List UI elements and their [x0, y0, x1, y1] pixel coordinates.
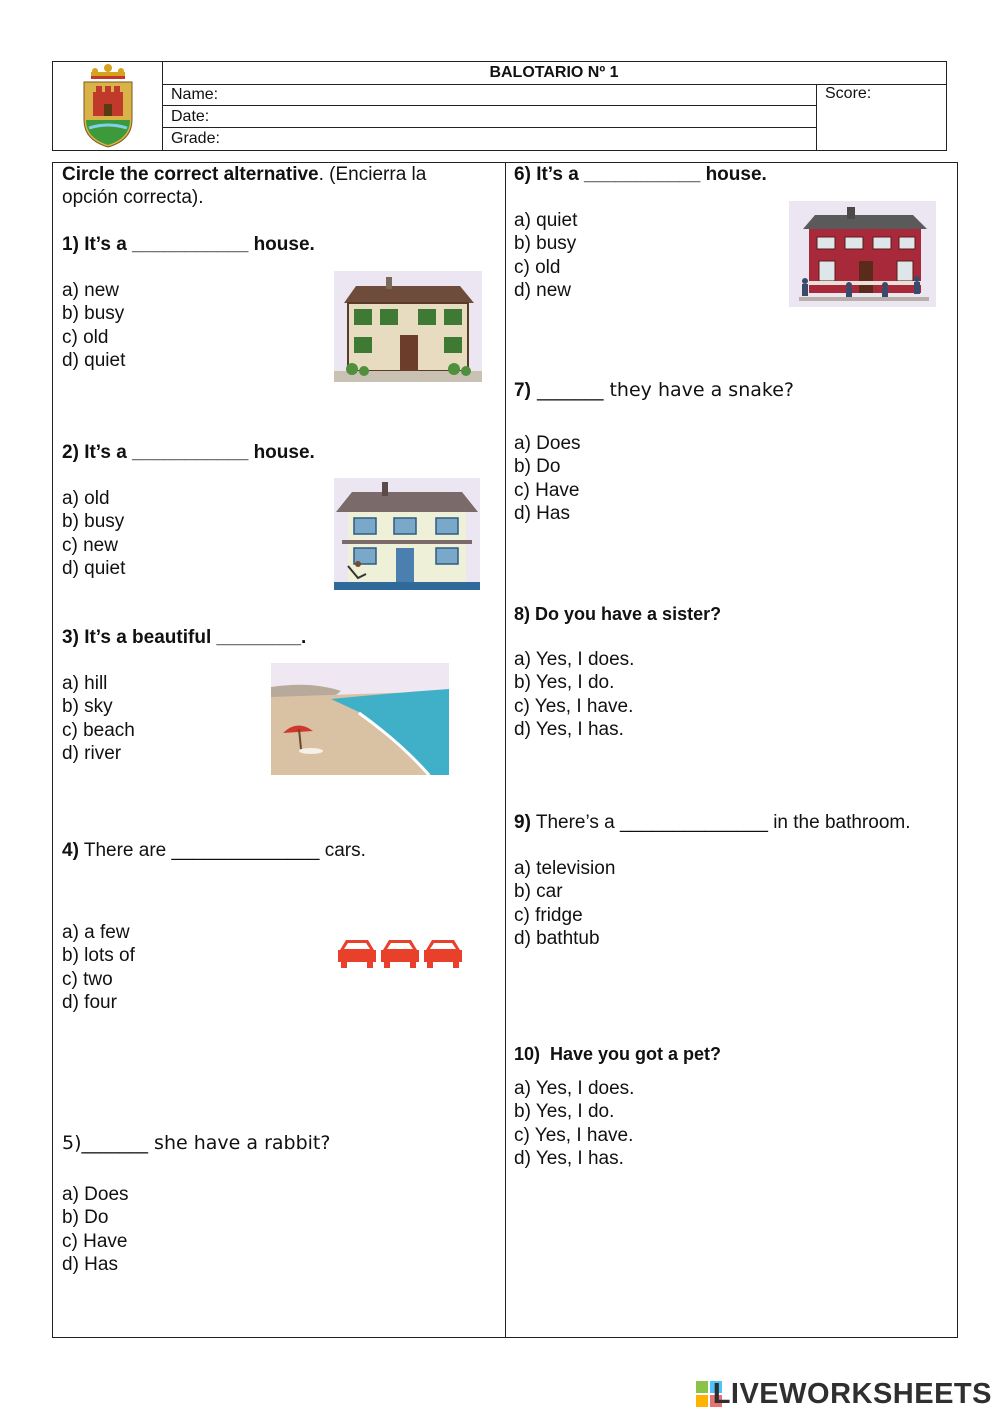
old-house-illustration	[334, 271, 482, 382]
new-house-illustration	[334, 478, 480, 590]
option[interactable]: a) a few	[62, 922, 130, 943]
question-4-options	[62, 921, 135, 1014]
option[interactable]: a) television	[514, 858, 616, 879]
question-7-options	[514, 432, 581, 525]
question-4: 4) There are ______________ cars.	[62, 840, 366, 861]
option[interactable]: d) four	[62, 991, 117, 1013]
option[interactable]: b) Do	[514, 456, 561, 478]
option[interactable]: a) quiet	[514, 210, 578, 231]
question-10: 10) Have you got a pet?	[514, 1044, 722, 1064]
option[interactable]: d) Yes, I has.	[514, 1147, 624, 1169]
option[interactable]: d) river	[62, 742, 122, 764]
option[interactable]: b) Yes, I do.	[514, 672, 615, 694]
option[interactable]: b) busy	[62, 511, 125, 533]
question-2: 2) It’s a ___________ house.	[62, 442, 315, 463]
option[interactable]: d) Has	[514, 502, 570, 524]
question-6-options	[514, 209, 577, 302]
score-field[interactable]: Score:	[816, 84, 946, 150]
option[interactable]: d) Yes, I has.	[514, 718, 624, 740]
instructions-rest: . (Encierra la	[318, 164, 427, 185]
question-7: 7) _______ they have a snake?	[514, 379, 794, 401]
option[interactable]: c) old	[62, 326, 109, 348]
option[interactable]: a) Does	[62, 1184, 129, 1205]
option[interactable]: d) quiet	[62, 349, 126, 371]
beach-illustration	[271, 663, 449, 775]
option[interactable]: a) hill	[62, 673, 108, 694]
option[interactable]: d) quiet	[62, 557, 126, 579]
question-8: 8) Do you have a sister?	[514, 604, 722, 624]
option[interactable]: a) Yes, I does.	[514, 649, 635, 670]
header-table	[52, 61, 947, 151]
option[interactable]: d) new	[514, 279, 572, 301]
option[interactable]: d) Has	[62, 1253, 118, 1275]
column-divider	[505, 162, 506, 1338]
question-3-options	[62, 672, 135, 765]
question-5-options	[62, 1183, 129, 1276]
option[interactable]: c) Have	[62, 1230, 128, 1252]
option[interactable]: a) new	[62, 280, 120, 301]
question-9-options	[514, 857, 615, 950]
question-5: 5)_______ she have a rabbit?	[62, 1132, 331, 1154]
option[interactable]: b) lots of	[62, 945, 135, 967]
option[interactable]: a) Yes, I does.	[514, 1078, 635, 1099]
question-3: 3) It’s a beautiful ________.	[62, 627, 307, 648]
option[interactable]: b) busy	[62, 303, 125, 325]
question-10-options	[514, 1077, 634, 1170]
question-6: 6) It’s a ___________ house.	[514, 164, 767, 185]
option[interactable]: c) Yes, I have.	[514, 695, 634, 717]
worksheet-title: BALOTARIO Nº 1	[162, 62, 946, 85]
option[interactable]: d) bathtub	[514, 927, 600, 949]
option[interactable]: b) sky	[62, 696, 113, 718]
school-crest-logo	[53, 62, 163, 150]
question-1: 1) It’s a ___________ house.	[62, 234, 315, 255]
date-field[interactable]: Date:	[162, 106, 816, 128]
watermark: LIVEWORKSHEETS	[712, 1378, 992, 1410]
option[interactable]: c) Yes, I have.	[514, 1124, 634, 1146]
option[interactable]: c) beach	[62, 719, 135, 741]
option[interactable]: b) Yes, I do.	[514, 1101, 615, 1123]
option[interactable]: c) two	[62, 968, 113, 990]
busy-house-illustration	[789, 201, 936, 307]
question-2-options	[62, 487, 125, 580]
instructions-line2: opción correcta).	[62, 187, 204, 208]
question-1-options	[62, 279, 125, 372]
question-8-options	[514, 648, 634, 741]
option[interactable]: a) Does	[514, 433, 581, 454]
instructions-line1	[62, 163, 426, 186]
question-9: 9) There’s a ______________ in the bathroom.	[514, 812, 911, 833]
option[interactable]: b) car	[514, 881, 563, 903]
grade-field[interactable]: Grade:	[171, 130, 220, 147]
option[interactable]: b) busy	[514, 233, 577, 255]
three-cars-illustration	[338, 934, 466, 970]
option[interactable]: c) old	[514, 256, 561, 278]
option[interactable]: c) Have	[514, 479, 580, 501]
name-field[interactable]: Name:	[162, 84, 816, 106]
option[interactable]: a) old	[62, 488, 110, 509]
instructions-bold: Circle the correct alternative	[62, 164, 319, 185]
option[interactable]: b) Do	[62, 1207, 109, 1229]
option[interactable]: c) fridge	[514, 904, 583, 926]
option[interactable]: c) new	[62, 534, 118, 556]
